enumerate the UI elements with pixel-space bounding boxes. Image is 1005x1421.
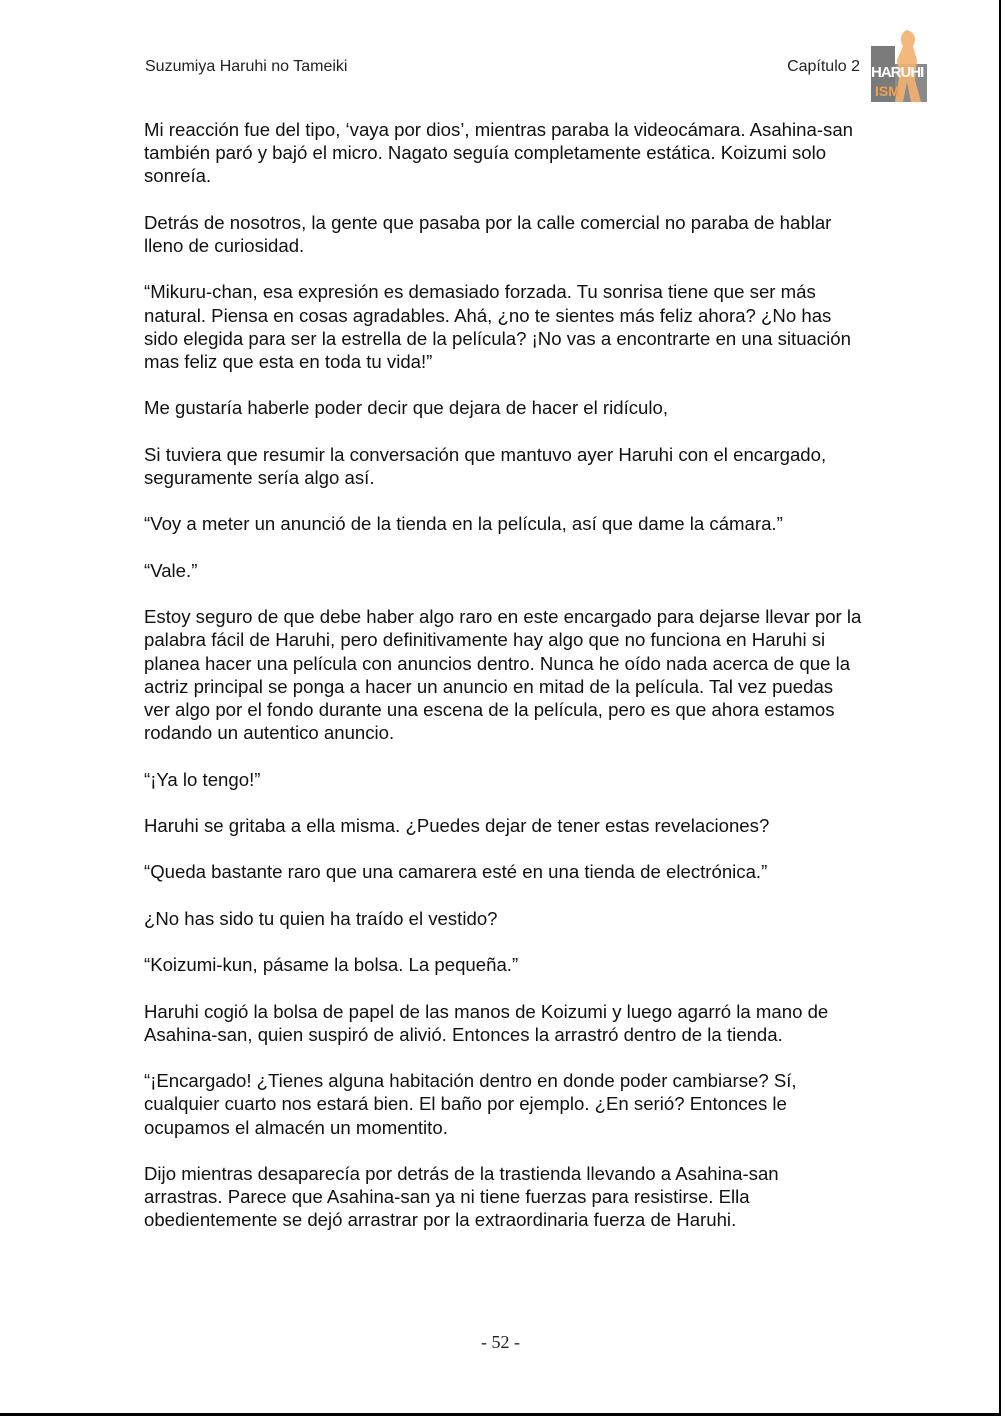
paragraph: ¿No has sido tu quien ha traído el vestido? xyxy=(144,907,498,929)
paragraph: “¡Encargado! ¿Tienes alguna habitación dentro en donde poder cambiarse? Sí, cualquier cuarto nos estará bien. El baño por ejemplo. ¿En serió? Entonces le ocupamos el almacén un momentito. xyxy=(144,1070,797,1138)
paragraph: Me gustaría haberle poder decir que dejara de hacer el ridículo, xyxy=(144,397,669,419)
paragraph: “Mikuru-chan, esa expresión es demasiado forzada. Tu sonrisa tiene que ser más natural. Piensa en cosas agradables. Ahá, ¿no te sientes más feliz ahora? ¿No has sido elegida para ser la estrella de la película? ¡No vas a encontrarte en una situación mas feliz que esta en toda tu vida!” xyxy=(144,281,851,372)
book-title: Suzumiya Haruhi no Tameiki xyxy=(145,58,348,75)
paragraph: Haruhi se gritaba a ella misma. ¿Puedes dejar de tener estas revelaciones? xyxy=(144,814,770,836)
paragraph: “Vale.” xyxy=(144,559,198,581)
haruhiism-logo xyxy=(871,30,927,102)
body-text xyxy=(144,118,862,1255)
paragraph: Haruhi cogió la bolsa de papel de las manos de Koizumi y luego agarró la mano de Asahina-san, quien suspiró de alivió. Entonces la arrastró dentro de la tienda. xyxy=(144,1000,829,1045)
paragraph: Si tuviera que resumir la conversación que mantuvo ayer Haruhi con el encargado, seguramente sería algo así. xyxy=(144,443,827,488)
paragraph: Detrás de nosotros, la gente que pasaba por la calle comercial no paraba de hablar lleno de curiosidad. xyxy=(144,211,832,256)
logo-text: HARUHI xyxy=(871,64,924,81)
paragraph: “Koizumi-kun, pásame la bolsa. La pequeña.” xyxy=(144,954,519,976)
logo-subtext: ISM xyxy=(875,83,900,99)
paragraph: Estoy seguro de que debe haber algo raro en este encargado para dejarse llevar por la palabra fácil de Haruhi, pero definitivamente hay algo que no funciona en Haruhi si planea hacer una película con anuncios dentro. Nunca he oído nada acerca de que la actriz principal se ponga a hacer un anuncio en mitad de la película. Tal vez puedas ver algo por el fondo durante una escena de la película, pero es que ahora estamos rodando un autentico anuncio. xyxy=(144,606,862,744)
page-number: - 52 - xyxy=(481,1332,520,1352)
paragraph: “Queda bastante raro que una camarera esté en una tienda de electrónica.” xyxy=(144,861,768,883)
chapter-label: Capítulo 2 xyxy=(787,58,860,75)
paragraph: Mi reacción fue del tipo, ‘vaya por dios’, mientras paraba la videocámara. Asahina-san también paró y bajó el micro. Nagato seguía completamente estática. Koizumi solo sonreía. xyxy=(144,119,854,187)
paragraph: Dijo mientras desaparecía por detrás de la trastienda llevando a Asahina-san arrastras. Parece que Asahina-san ya ni tiene fuerzas para resistirse. Ella obedientemente se dejó arrastrar por la extraordinaria fuerza de Haruhi. xyxy=(144,1162,779,1231)
paragraph: “¡Ya lo tengo!” xyxy=(144,768,261,790)
page-header xyxy=(145,58,860,82)
paragraph: “Voy a meter un anunció de la tienda en la película, así que dame la cámara.” xyxy=(144,513,783,535)
